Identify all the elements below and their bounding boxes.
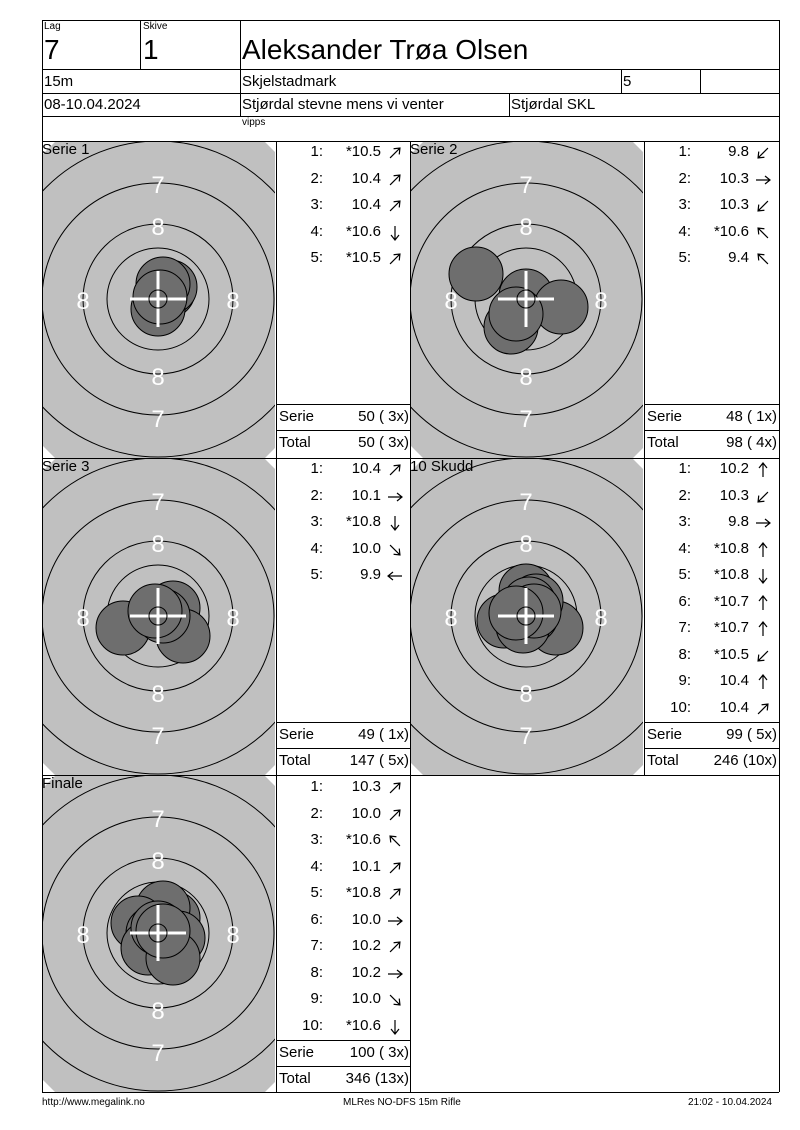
target-3 [43,459,275,775]
shot-hole [133,270,187,324]
lag-value: 7 [44,34,60,65]
direction-arrow-icon [753,460,773,480]
target-face [43,776,275,1092]
direction-arrow-icon [385,831,405,851]
serie-value: 99 ( 5x) [726,726,777,743]
ring-number: 8 [76,922,90,949]
shot-number: 2: [678,486,691,504]
total-label: Total [647,434,679,451]
shot-hole [489,287,543,341]
shot-hole [136,904,190,958]
shot-value: 10.1 [351,857,381,875]
serie-label: Serie [279,408,315,425]
ring-number: 8 [226,288,240,315]
total-label: Total [279,752,311,769]
direction-arrow-icon [385,223,405,243]
ring-number: 8 [226,922,240,949]
footer-timestamp: 21:02 - 10.04.2024 [688,1097,772,1108]
shot-number: 4: [678,222,691,240]
footer-url[interactable]: http://www.megalink.no [42,1097,145,1108]
serie-label: Serie [647,726,683,743]
direction-arrow-icon [385,964,405,984]
direction-arrow-icon [753,513,773,533]
shot-value: *10.8 [345,513,381,530]
shot-value: 10.2 [719,460,749,477]
class: 5 [623,73,632,90]
series-title: Serie 1 [42,141,90,158]
shot-value: 10.2 [351,963,381,981]
ring-number: 8 [76,288,90,315]
shot-number: 2: [310,486,323,504]
ring-number: 7 [151,806,165,833]
direction-arrow-icon [753,646,773,666]
shot-value: 10.0 [351,539,381,557]
total-value: 98 ( 4x) [726,434,777,451]
ring-number: 7 [519,723,533,750]
direction-arrow-icon [385,884,405,904]
direction-arrow-icon [385,487,405,507]
ring-number: 8 [151,998,165,1025]
direction-arrow-icon [753,196,773,216]
direction-arrow-icon [385,911,405,931]
direction-arrow-icon [385,170,405,190]
shot-number: 5: [678,249,691,266]
shot-number: 4: [310,222,323,240]
ring-number: 7 [151,723,165,750]
shot-number: 6: [310,910,323,928]
ring-number: 8 [519,531,533,558]
event: Stjørdal stevne mens vi venter [242,96,444,113]
ring-number: 8 [76,605,90,632]
shot-hole [449,247,503,301]
shot-value: 9.4 [728,249,749,266]
shot-number: 2: [678,169,691,187]
direction-arrow-icon [385,249,405,269]
direction-arrow-icon [753,699,773,719]
shot-number: 5: [310,249,323,266]
shot-number: 7: [310,937,323,954]
shot-value: *10.6 [345,831,381,848]
shot-value: *10.5 [345,249,381,266]
shot-number: 10: [302,1016,323,1034]
shot-value: *10.5 [713,645,749,663]
target-face [411,459,643,775]
serie-value: 50 ( 3x) [358,408,409,425]
shot-value: *10.5 [345,143,381,160]
target-5 [43,776,275,1092]
shot-value: 9.9 [360,566,381,583]
shot-value: 10.4 [719,672,749,689]
note: vipps [242,117,266,128]
shot-number: 4: [310,539,323,557]
shot-number: 8: [310,963,323,981]
shot-value: 10.4 [719,698,749,716]
shot-number: 3: [310,196,323,213]
total-value: 246 (10x) [713,752,777,769]
ring-number: 8 [151,364,165,391]
ring-number: 8 [151,681,165,708]
direction-arrow-icon [385,1017,405,1037]
club: Skjelstadmark [242,73,337,90]
target-face [43,142,275,458]
shot-number: 9: [678,672,691,689]
direction-arrow-icon [385,540,405,560]
series-title: 10 Skudd [410,458,474,475]
ring-number: 8 [151,214,165,241]
shot-number: 1: [678,460,691,477]
shot-number: 3: [678,513,691,530]
shot-number: 2: [310,804,323,822]
direction-arrow-icon [385,805,405,825]
direction-arrow-icon [385,513,405,533]
direction-arrow-icon [385,778,405,798]
ring-number: 8 [594,605,608,632]
shot-value: 10.3 [719,169,749,187]
shot-value: 10.0 [351,804,381,822]
shot-value: *10.8 [713,566,749,583]
distance: 15m [44,73,74,90]
shot-number: 5: [310,566,323,583]
shot-value: 10.3 [351,778,381,795]
ring-number: 7 [519,406,533,433]
direction-arrow-icon [753,566,773,586]
skive-label: Skive [143,21,168,32]
serie-label: Serie [279,726,315,743]
series-title: Finale [42,775,83,792]
shot-value: *10.6 [345,222,381,240]
shot-value: 9.8 [728,143,749,160]
ring-number: 8 [226,605,240,632]
shot-value: 10.3 [719,196,749,213]
direction-arrow-icon [753,143,773,163]
direction-arrow-icon [385,460,405,480]
ring-number: 8 [519,364,533,391]
lag-label: Lag [44,21,61,32]
shot-value: 10.3 [719,486,749,504]
series-title: Serie 3 [42,458,90,475]
ring-number: 8 [519,214,533,241]
serie-value: 100 ( 3x) [349,1044,409,1061]
shot-number: 3: [310,513,323,530]
shot-value: *10.6 [345,1016,381,1034]
shot-hole [128,584,182,638]
target-2 [411,142,643,458]
serie-label: Serie [647,408,683,425]
shot-value: 9.8 [728,513,749,530]
shot-value: *10.8 [345,884,381,901]
shot-number: 3: [310,831,323,848]
serie-value: 49 ( 1x) [358,726,409,743]
ring-number: 8 [519,681,533,708]
total-value: 346 (13x) [345,1070,409,1087]
organizer: Stjørdal SKL [511,96,596,113]
shot-number: 1: [310,460,323,477]
direction-arrow-icon [385,566,405,586]
shot-number: 8: [678,645,691,663]
shooter-name: Aleksander Trøa Olsen [242,34,529,65]
shot-number: 5: [310,884,323,901]
shot-number: 1: [678,143,691,160]
ring-number: 7 [151,489,165,516]
shot-number: 10: [670,698,691,716]
ring-number: 8 [594,288,608,315]
ring-number: 8 [444,605,458,632]
shot-number: 9: [310,990,323,1007]
target-4 [411,459,643,775]
shot-value: 10.4 [351,460,381,477]
dates: 08-10.04.2024 [44,96,141,113]
shot-number: 2: [310,169,323,187]
shot-number: 7: [678,619,691,636]
ring-number: 7 [151,1040,165,1067]
shot-number: 3: [678,196,691,213]
ring-number: 7 [519,489,533,516]
ring-number: 8 [151,531,165,558]
direction-arrow-icon [753,672,773,692]
total-label: Total [279,1070,311,1087]
direction-arrow-icon [385,990,405,1010]
shot-value: 10.4 [351,169,381,187]
total-label: Total [647,752,679,769]
ring-number: 7 [151,172,165,199]
shot-value: *10.7 [713,619,749,636]
direction-arrow-icon [385,858,405,878]
shot-number: 4: [678,539,691,557]
ring-number: 7 [519,172,533,199]
shot-number: 5: [678,566,691,583]
target-1 [43,142,275,458]
shot-number: 1: [310,778,323,795]
series-title: Serie 2 [410,141,458,158]
target-face [43,459,275,775]
skive-value: 1 [143,34,159,65]
direction-arrow-icon [753,170,773,190]
direction-arrow-icon [385,143,405,163]
ring-number: 8 [151,848,165,875]
direction-arrow-icon [753,223,773,243]
direction-arrow-icon [385,937,405,957]
total-value: 147 ( 5x) [349,752,409,769]
shot-value: 10.2 [351,937,381,954]
direction-arrow-icon [753,540,773,560]
direction-arrow-icon [753,593,773,613]
shot-number: 6: [678,592,691,610]
shot-number: 1: [310,143,323,160]
target-face [411,142,643,458]
direction-arrow-icon [385,196,405,216]
serie-label: Serie [279,1044,315,1061]
direction-arrow-icon [753,619,773,639]
direction-arrow-icon [753,487,773,507]
shot-value: 10.1 [351,486,381,504]
shot-value: *10.6 [713,222,749,240]
direction-arrow-icon [753,249,773,269]
ring-number: 8 [444,288,458,315]
shot-value: 10.0 [351,990,381,1007]
footer-software: MLRes NO-DFS 15m Rifle [343,1097,461,1108]
serie-value: 48 ( 1x) [726,408,777,425]
ring-number: 7 [151,406,165,433]
total-label: Total [279,434,311,451]
total-value: 50 ( 3x) [358,434,409,451]
shot-value: 10.0 [351,910,381,928]
shot-value: *10.7 [713,592,749,610]
shot-value: *10.8 [713,539,749,557]
shot-value: 10.4 [351,196,381,213]
shot-number: 4: [310,857,323,875]
